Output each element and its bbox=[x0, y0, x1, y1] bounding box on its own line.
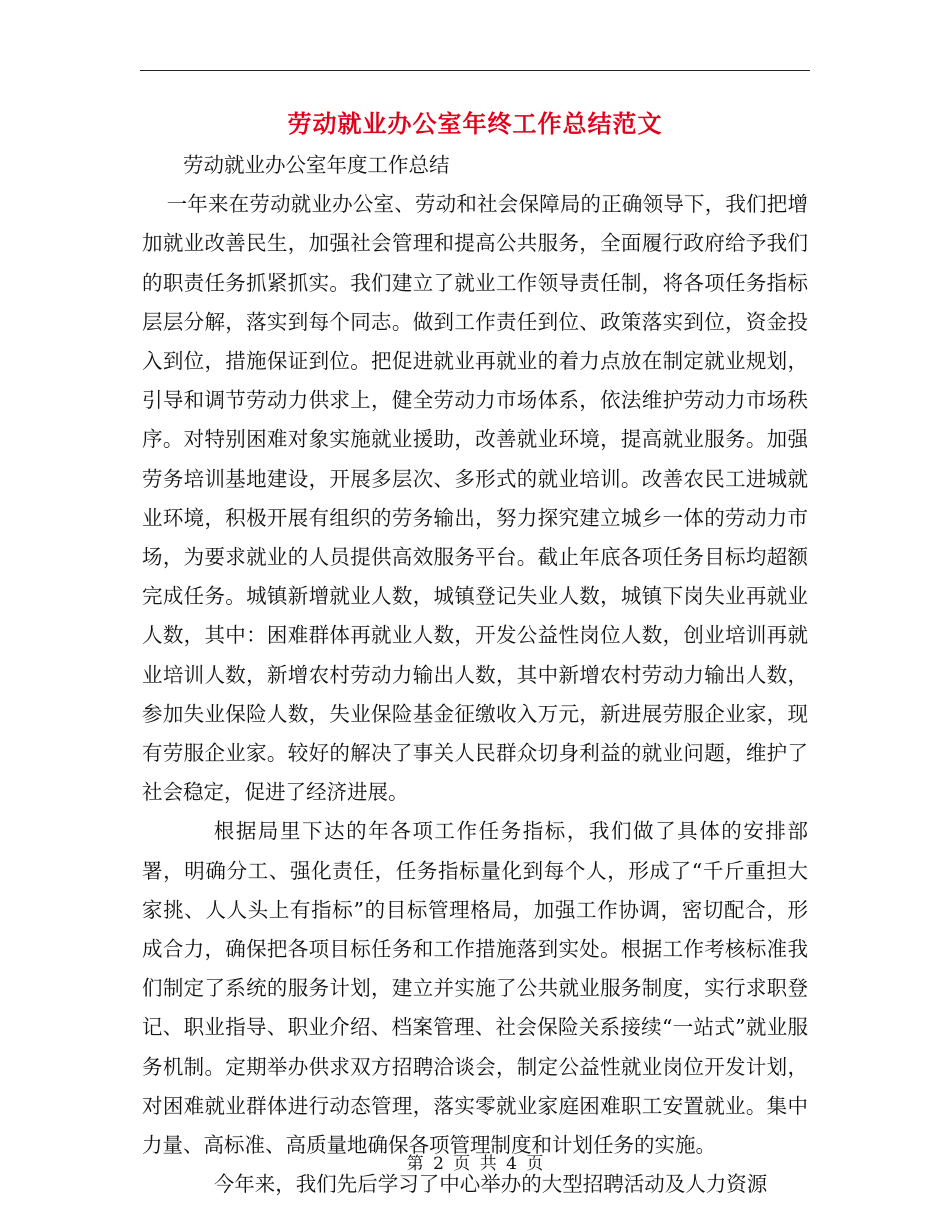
body-paragraph: 一年来在劳动就业办公室、劳动和社会保障局的正确领导下，我们把增加就业改善民生，加强社会管理和提高公共服务，全面履行政府给予我们的职责任务抓紧抓实。我们建立了就业工作领导责任制，将各项任务指标层层分解，落实到每个同志。做到工作责任到位、政策落实到位，资金投入到位，措施保证到位。把促进就业再就业的着力点放在制定就业规划，引导和调节劳动力供求上，健全劳动力市场体系，依法维护劳动力市场秩序。对特别困难对象实施就业援助，改善就业环境，提高就业服务。加强劳务培训基地建设，开展多层次、多形式的就业培训。改善农民工进城就业环境，积极开展有组织的劳务输出，努力探究建立城乡一体的劳动力市场，为要求就业的人员提供高效服务平台。截止年底各项任务目标均超额完成任务。城镇新增就业人数，城镇登记失业人数，城镇下岗失业再就业人数，其中：困难群体再就业人数，开发公益性岗位人数，创业培训再就业培训人数，新增农村劳动力输出人数，其中新增农村劳动力输出人数，参加失业保险人数，失业保险基金征缴收入万元，新进展劳服企业家，现有劳服企业家。较好的解决了事关人民群众切身利益的就业问题，维护了社会稳定，促进了经济进展。 bbox=[142, 192, 808, 805]
document-subtitle: 劳动就业办公室年度工作总结 bbox=[183, 153, 450, 177]
body-paragraph: 今年来，我们先后学习了中心举办的大型招聘活动及人力资源 bbox=[213, 1172, 768, 1197]
header-rule bbox=[140, 70, 810, 71]
body-paragraph: 根据局里下达的年各项工作任务指标，我们做了具体的安排部署，明确分工、强化责任，任务指标量化到每个人，形成了“千斤重担大家挑、人人头上有指标”的目标管理格局，加强工作协调，密切配合，形成合力，确保把各项目标任务和工作措施落到实处。根据工作考核标准我们制定了系统的服务计划，建立并实施了公共就业服务制度，实行求职登记、职业指导、职业介绍、档案管理、社会保险关系接续“一站式”就业服务机制。定期举办供求双方招聘洽谈会，制定公益性就业岗位开发计划，对困难就业群体进行动态管理，落实零就业家庭困难职工安置就业。集中力量、高标准、高质量地确保各项管理制度和计划任务的实施。 bbox=[142, 819, 808, 1158]
page-number-footer: 第 2 页 共 4 页 bbox=[406, 1154, 544, 1174]
document-title: 劳动就业办公室年终工作总结范文 bbox=[287, 110, 663, 138]
document-body bbox=[142, 146, 808, 1204]
